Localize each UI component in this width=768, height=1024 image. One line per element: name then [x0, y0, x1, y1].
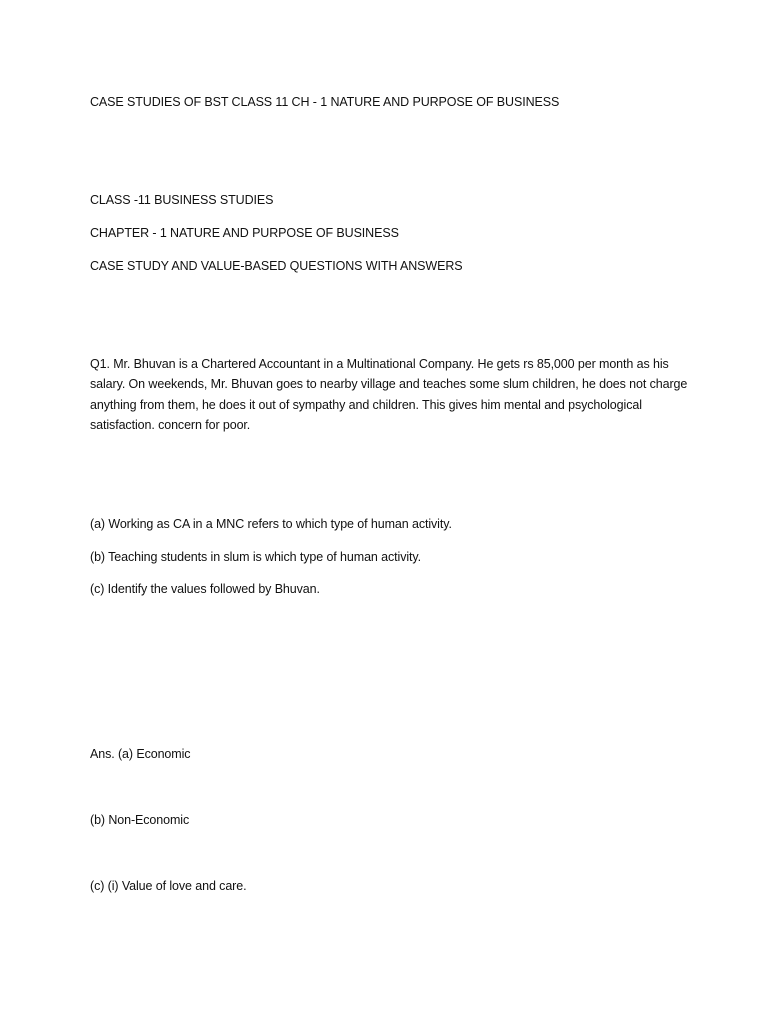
question-part-b: (b) Teaching students in slum is which type of human activity. — [90, 550, 421, 564]
document-title: CASE STUDIES OF BST CLASS 11 CH - 1 NATURE AND PURPOSE OF BUSINESS — [90, 95, 560, 109]
chapter-line: CHAPTER - 1 NATURE AND PURPOSE OF BUSINESS — [90, 226, 399, 240]
answer-b: (b) Non-Economic — [90, 813, 190, 827]
class-line: CLASS -11 BUSINESS STUDIES — [90, 193, 274, 207]
question-text: Q1. Mr. Bhuvan is a Chartered Accountant in a Multinational Company. He gets rs 85,000 per month as his salary. On weekends, Mr. Bhuvan goes to nearby village and teaches some slum children, he does not charge anything from them, he does it out of sympathy and children. This gives him mental and psychological satisfaction. concern for poor. — [90, 357, 688, 432]
question-part-c: (c) Identify the values followed by Bhuvan. — [90, 582, 320, 596]
answer-a: Ans. (a) Economic — [90, 747, 191, 761]
answer-c: (c) (i) Value of love and care. — [90, 879, 247, 893]
question-part-a: (a) Working as CA in a MNC refers to which type of human activity. — [90, 517, 452, 531]
subtitle-line: CASE STUDY AND VALUE-BASED QUESTIONS WITH ANSWERS — [90, 259, 463, 273]
